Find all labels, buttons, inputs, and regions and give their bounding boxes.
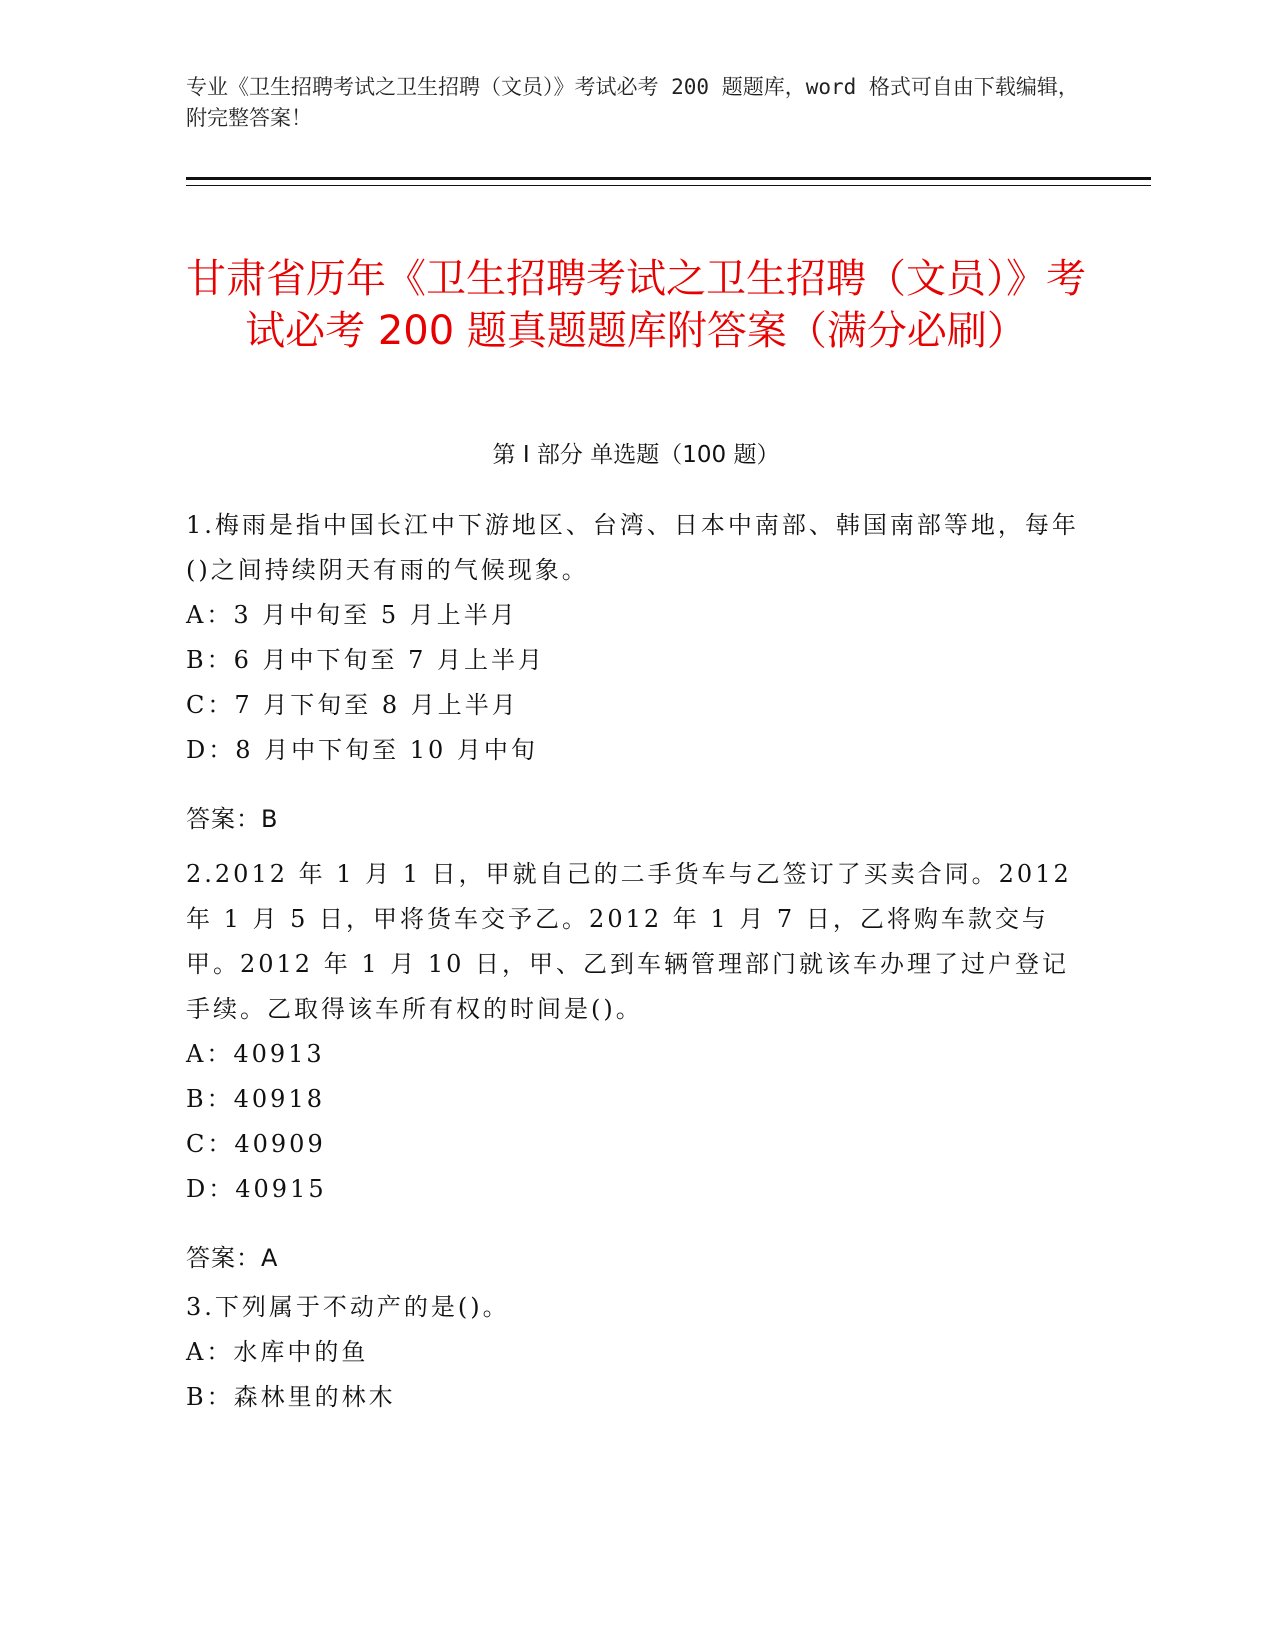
answer-line: 答案：B bbox=[186, 805, 279, 833]
question-text: 2.2012 年 1 月 1 日，甲就自己的二手货车与乙签订了买卖合同。2012 年 1 月 5 日，甲将货车交予乙。2012 年 1 月 7 日，乙将购车款交与甲。2012 年 1 月 10 日，甲、乙到车辆管理部门就该车办理了过户登记手续。乙取得该车所有权的时间是()。 bbox=[186, 860, 1072, 1023]
header-note: 专业《卫生招聘考试之卫生招聘（文员）》考试必考 200 题题库，word 格式可自由下载编辑，附完整答案！ bbox=[186, 75, 1079, 130]
question-2 bbox=[186, 852, 1086, 1305]
option-a: A：40913 bbox=[186, 1040, 325, 1068]
option-a: A：3 月中旬至 5 月上半月 bbox=[186, 601, 518, 629]
option-c: C：7 月下旬至 8 月上半月 bbox=[186, 691, 519, 719]
question-3 bbox=[186, 1285, 1086, 1420]
question-1 bbox=[186, 503, 1086, 866]
option-a: A：水库中的鱼 bbox=[186, 1338, 369, 1366]
answer-line: 答案：A bbox=[186, 1244, 279, 1272]
option-d: D：8 月中下旬至 10 月中旬 bbox=[186, 736, 538, 764]
question-text: 3.下列属于不动产的是()。 bbox=[186, 1293, 510, 1321]
question-text: 1.梅雨是指中国长江中下游地区、台湾、日本中南部、韩国南部等地，每年()之间持续阴天有雨的气候现象。 bbox=[186, 511, 1079, 584]
section-heading: 第 I 部分 单选题（100 题） bbox=[492, 442, 780, 468]
option-d: D：40915 bbox=[186, 1175, 327, 1203]
header-divider-thick bbox=[186, 177, 1151, 180]
option-b: B：6 月中下旬至 7 月上半月 bbox=[186, 646, 546, 674]
document-title: 甘肃省历年《卫生招聘考试之卫生招聘（文员）》考试必考 200 题真题题库附答案（满分必刷） bbox=[186, 255, 1086, 354]
header-divider-thin bbox=[186, 185, 1151, 186]
option-b: B：40918 bbox=[186, 1085, 325, 1113]
option-c: C：40909 bbox=[186, 1130, 326, 1158]
option-b: B：森林里的林木 bbox=[186, 1383, 396, 1411]
